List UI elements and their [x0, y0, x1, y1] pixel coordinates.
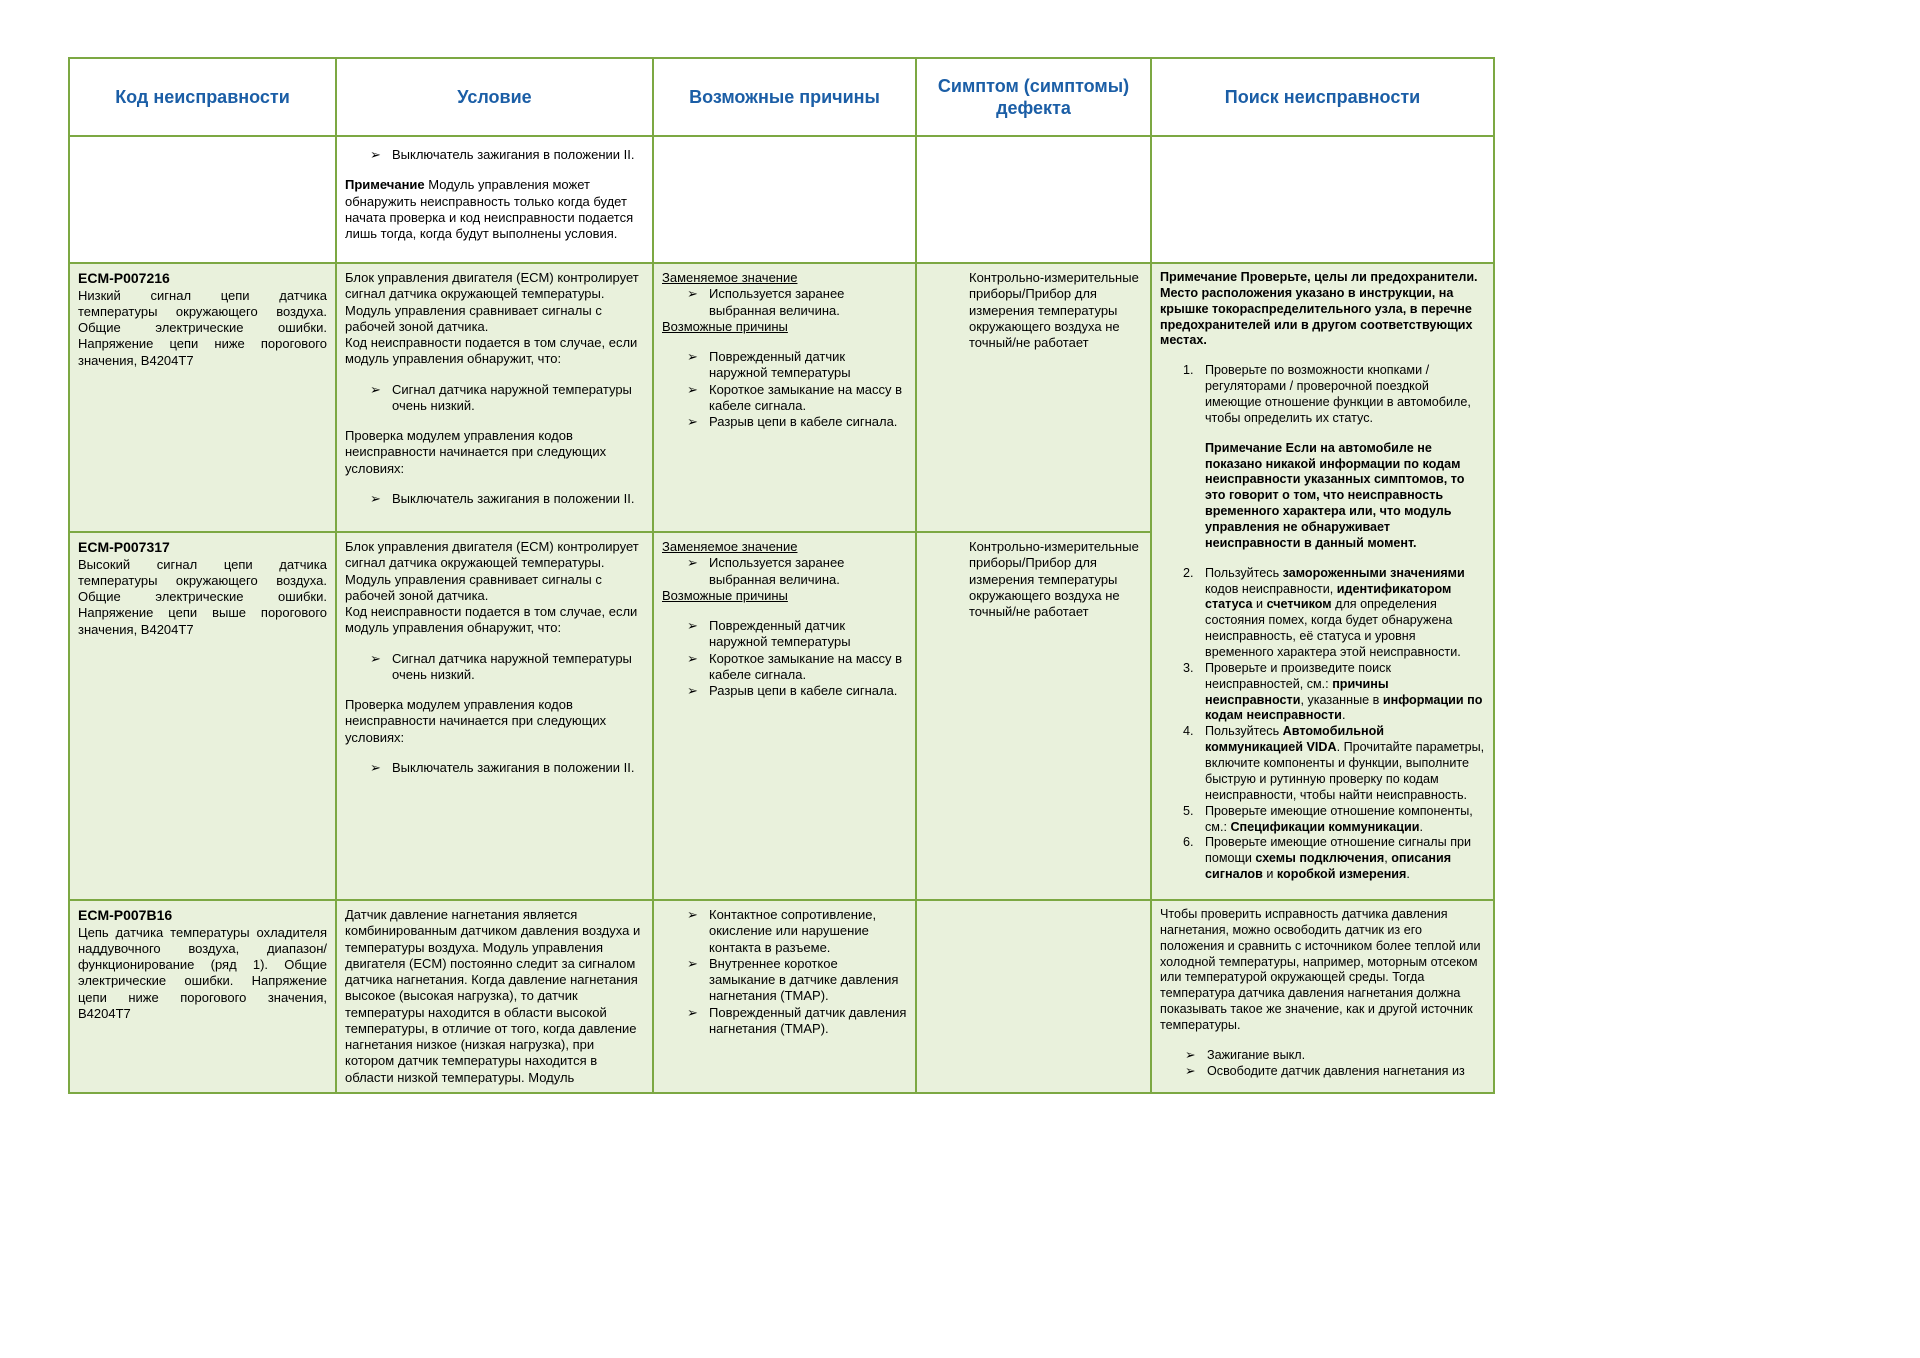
- spacer: [345, 637, 644, 651]
- text-run: Контактное сопротивление, окисление или нарушение контакта в разъеме.: [709, 907, 877, 955]
- text-run: Чтобы проверить исправность датчика давления нагнетания, можно освободить датчик из его положения и сравнить с источником более теплой или холодной температуры, например, моторным отсеком или температурой окружающей среды. Тогда температура датчика давления нагнетания должна показывать такое же значение, как и другой источник температуры.: [1160, 907, 1481, 1033]
- step-number: 2.: [1183, 565, 1194, 580]
- text-run: Выключатель зажигания в положении II.: [392, 759, 635, 775]
- text-run: Пользуйтесь: [1205, 724, 1283, 739]
- bold-text-run: Примечание Если на автомобиле не показано никакой информации по кодам неисправности указанных симптомов, то это говорит о том, что неисправность временного характера или, что модуль управления не обнаруживает неисправности в данный момент.: [1205, 440, 1465, 550]
- step-number: 6.: [1183, 835, 1194, 850]
- bold-text-run: Автомобильной коммуникацией VIDA: [1205, 724, 1385, 755]
- bold-text-run: замороженными значениями: [1282, 565, 1465, 580]
- bullet-text: [709, 618, 907, 651]
- step-body: [1205, 363, 1485, 565]
- bold-text-run: причины неисправности: [1205, 676, 1389, 707]
- arrow-bullet-icon: ➢: [687, 381, 698, 397]
- underlined-text-run: Возможные причины: [662, 318, 788, 334]
- text-run: Зажигание выкл.: [1207, 1047, 1306, 1062]
- step-body: [1205, 835, 1485, 883]
- text-run: Выключатель зажигания в положении II.: [392, 147, 635, 162]
- text-run: ,: [1384, 851, 1392, 866]
- text-run: Проверьте и произведите поиск неисправностей, см.:: [1205, 660, 1391, 691]
- paragraph: [969, 270, 1142, 351]
- text-run: Высокий сигнал цепи датчика температуры окружающего воздуха. Общие электрические ошибки. Напряжение цепи выше порогового значения, B4204T7: [78, 556, 327, 637]
- text-run: Контрольно-измерительные приборы/Прибор для измерения температуры окружающего воздуха не точный/не работает: [969, 539, 1139, 619]
- spacer: [345, 368, 644, 382]
- bullet-text: [709, 651, 907, 684]
- bullet-text: [709, 683, 907, 699]
- paragraph: [1205, 835, 1485, 883]
- spacer: [345, 477, 644, 491]
- text-run: Освободите датчик давления нагнетания из: [1207, 1063, 1465, 1078]
- bullet-item: [370, 651, 644, 684]
- step-body: [1205, 804, 1485, 836]
- text-run: и: [1262, 867, 1277, 882]
- bullet-item: [687, 956, 907, 1005]
- paragraph: [345, 428, 644, 477]
- bullet-item: [687, 907, 907, 956]
- text-run: , указанные в: [1300, 692, 1383, 707]
- paragraph: [1160, 907, 1485, 1034]
- paragraph: [78, 288, 327, 369]
- spacer: [662, 604, 907, 618]
- text-run: .: [1406, 867, 1410, 882]
- paragraph: [1205, 441, 1485, 552]
- numbered-step: [1160, 724, 1485, 803]
- bullet-text: [709, 349, 907, 382]
- fault-code-id: [78, 907, 327, 925]
- text-run: Короткое замыкание на массу в кабеле сигнала.: [709, 650, 903, 682]
- underlined-text-run: Заменяемое значение: [662, 539, 798, 554]
- cell-p007216-causes: [653, 263, 916, 532]
- bold-text-run: счетчиком: [1266, 597, 1332, 612]
- paragraph: [1205, 804, 1485, 836]
- text-run: Блок управления двигателя (ECM) контролирует сигнал датчика окружающей температуры. Модуль управления сравнивает сигналы с рабочей зоной датчика.: [345, 539, 639, 603]
- cell-continuation-condition: [336, 136, 653, 263]
- step-number: 1.: [1183, 363, 1194, 378]
- bold-text-run: коробкой измерения: [1276, 867, 1407, 882]
- spacer: [345, 414, 644, 428]
- spacer: [662, 335, 907, 349]
- paragraph: [662, 270, 907, 286]
- bullet-item: [687, 286, 907, 319]
- paragraph: [345, 335, 644, 368]
- arrow-bullet-icon: ➢: [687, 955, 698, 971]
- spacer: [345, 746, 644, 760]
- step-number: 5.: [1183, 803, 1194, 818]
- paragraph: [78, 925, 327, 1023]
- paragraph: [345, 539, 644, 604]
- text-run: Код неисправности подается в том случае, если модуль управления обнаружит, что:: [345, 604, 638, 636]
- text-run: Сигнал датчика наружной температуры очень низкий.: [392, 650, 632, 682]
- paragraph: [1205, 566, 1485, 661]
- bullet-text: [392, 147, 644, 163]
- cell-p007b16-fault-code: [69, 900, 336, 1093]
- bullet-text: [709, 286, 907, 319]
- spacer: [1205, 427, 1485, 441]
- arrow-bullet-icon: ➢: [370, 650, 381, 666]
- paragraph: [1205, 724, 1485, 803]
- paragraph: [345, 604, 644, 637]
- text-run: Проверьте имеющие отношение сигналы при помощи: [1205, 835, 1472, 866]
- paragraph: [1205, 363, 1485, 426]
- text-run: Короткое замыкание на массу в кабеле сигнала.: [709, 381, 903, 413]
- text-run: Блок управления двигателя (ECM) контролирует сигнал датчика окружающей температуры. Модуль управления сравнивает сигналы с рабочей зоной датчика.: [345, 270, 639, 334]
- arrow-bullet-icon: ➢: [687, 286, 698, 302]
- text-run: Пользуйтесь: [1205, 565, 1283, 580]
- bullet-item: [687, 349, 907, 382]
- text-run: Датчик давление нагнетания является комбинированным датчиком давления воздуха и температуры воздуха. Модуль управления двигателя (ECM) постоянно следит за сигналом датчика нагнетания. Когда давление нагнетания высокое (высокая нагрузка), то датчик температуры находится в области высокой температуры, в отличие от того, когда давление нагнетания низкое (низкая нагрузка), при котором датчик температуры находится в области низкой температуры. Модуль: [345, 907, 641, 1085]
- text-run: Поврежденный датчик наружной температуры: [709, 349, 851, 381]
- arrow-bullet-icon: ➢: [370, 381, 381, 397]
- numbered-step: [1160, 363, 1485, 565]
- bullet-item: [687, 1005, 907, 1038]
- cell-p007317-fault-code: [69, 532, 336, 900]
- bullet-item: [687, 555, 907, 588]
- arrow-bullet-icon: ➢: [687, 555, 698, 571]
- bullet-text: [392, 760, 644, 776]
- numbered-step: [1160, 566, 1485, 661]
- bullet-text: [392, 382, 644, 415]
- paragraph: [345, 907, 644, 1086]
- row-ecm-p007b16: [69, 900, 1494, 1093]
- bullet-text: [709, 555, 907, 588]
- cell-p007216-symptom: [916, 263, 1151, 532]
- row-ecm-p007216: [69, 263, 1494, 532]
- bullet-text: [709, 956, 907, 1005]
- cell-continuation-symptom: [916, 136, 1151, 263]
- cell-p007216-p007317-fault-tracing: [1151, 263, 1494, 900]
- text-run: для определения состояния помех, когда будет обнаружена неисправность, её статуса и уровня временного характера этой неисправности.: [1205, 597, 1461, 660]
- text-run: Разрыв цепи в кабеле сигнала.: [709, 414, 898, 429]
- paragraph: [78, 557, 327, 638]
- paragraph: [345, 177, 644, 242]
- bullet-text: [1207, 1048, 1485, 1064]
- cell-p007b16-fault-tracing: [1151, 900, 1494, 1093]
- arrow-bullet-icon: ➢: [1185, 1047, 1196, 1062]
- bullet-text: [709, 1005, 907, 1038]
- bullet-item: [370, 491, 644, 507]
- table-header-row: [69, 58, 1494, 136]
- arrow-bullet-icon: ➢: [687, 1004, 698, 1020]
- text-run: Модуль управления может обнаружить неисправность только когда будет начата проверка и код неисправности подается лишь тогда, когда будут выполнены условия.: [345, 177, 634, 241]
- text-run: Проверка модулем управления кодов неисправности начинается при следующих условиях:: [345, 428, 607, 476]
- spacer: [345, 683, 644, 697]
- cell-continuation-fault-tracing: [1151, 136, 1494, 263]
- bullet-item: [370, 760, 644, 776]
- arrow-bullet-icon: ➢: [687, 414, 698, 429]
- fault-code-id: [78, 270, 327, 288]
- bold-text-run: идентификатором статуса: [1205, 581, 1452, 612]
- bullet-item: [687, 382, 907, 415]
- fault-code-id: [78, 539, 327, 557]
- arrow-bullet-icon: ➢: [687, 907, 698, 922]
- arrow-bullet-icon: ➢: [687, 650, 698, 666]
- arrow-bullet-icon: ➢: [1185, 1063, 1196, 1078]
- arrow-bullet-icon: ➢: [370, 759, 381, 775]
- text-run: Проверьте по возможности кнопками / регуляторами / проверочной поездкой имеющие отношение функции в автомобиле, чтобы определить их статус.: [1205, 363, 1471, 425]
- bold-text-run: ECM-P007317: [78, 539, 170, 555]
- paragraph: [345, 697, 644, 746]
- bold-text-run: ECM-P007B16: [78, 907, 173, 923]
- text-run: Низкий сигнал цепи датчика температуры окружающего воздуха. Общие электрические ошибки. Напряжение цепи ниже порогового значения, B4204T7: [78, 287, 327, 368]
- numbered-step: [1160, 661, 1485, 724]
- underlined-text-run: Заменяемое значение: [662, 270, 798, 285]
- bullet-item: [370, 147, 644, 163]
- step-body: [1205, 566, 1485, 661]
- text-run: Контрольно-измерительные приборы/Прибор для измерения температуры окружающего воздуха не точный/не работает: [969, 270, 1139, 350]
- bullet-item: [370, 382, 644, 415]
- text-run: Проверьте имеющие отношение компоненты, см.:: [1205, 803, 1473, 834]
- row-continuation: [69, 136, 1494, 263]
- text-run: Сигнал датчика наружной температуры очень низкий.: [392, 381, 632, 413]
- step-body: [1205, 724, 1485, 803]
- fault-code-table: [68, 57, 1495, 1094]
- cell-continuation-fault-code: [69, 136, 336, 263]
- text-run: Поврежденный датчик наружной температуры: [709, 618, 851, 650]
- spacer: [1160, 1034, 1485, 1048]
- arrow-bullet-icon: ➢: [370, 490, 381, 506]
- spacer: [1160, 349, 1485, 363]
- text-run: .: [1419, 819, 1423, 834]
- bullet-item: [1185, 1048, 1485, 1064]
- bold-text-run: ECM-P007216: [78, 270, 170, 286]
- text-run: Проверка модулем управления кодов неисправности начинается при следующих условиях:: [345, 697, 607, 745]
- bullet-item: [687, 651, 907, 684]
- text-run: Выключатель зажигания в положении II.: [392, 490, 635, 506]
- bullet-text: [709, 382, 907, 415]
- arrow-bullet-icon: ➢: [687, 618, 698, 633]
- spacer: [345, 163, 644, 177]
- text-run: Код неисправности подается в том случае, если модуль управления обнаружит, что:: [345, 335, 638, 367]
- bullet-item: [687, 414, 907, 430]
- cell-p007317-condition: [336, 532, 653, 900]
- text-run: кодов неисправности,: [1205, 581, 1337, 596]
- paragraph: [1160, 270, 1485, 349]
- spacer: [1205, 552, 1485, 566]
- text-run: Используется заранее выбранная величина.: [709, 286, 845, 318]
- cell-p007b16-causes: [653, 900, 916, 1093]
- step-number: 3.: [1183, 660, 1194, 675]
- numbered-step: [1160, 835, 1485, 883]
- cell-p007216-fault-code: [69, 263, 336, 532]
- underlined-text-run: Возможные причины: [662, 587, 788, 603]
- paragraph: [345, 270, 644, 335]
- text-run: и: [1252, 597, 1267, 612]
- numbered-step: [1160, 804, 1485, 836]
- cell-continuation-causes: [653, 136, 916, 263]
- bullet-item: [687, 683, 907, 699]
- header-symptom: Симптом (симптомы) дефекта: [916, 58, 1151, 136]
- bold-text-run: информации по кодам неисправности: [1205, 692, 1483, 723]
- bullet-text: [1207, 1064, 1485, 1080]
- paragraph: [662, 319, 907, 335]
- header-possible-causes: Возможные причины: [653, 58, 916, 136]
- paragraph: [662, 588, 907, 604]
- paragraph: [969, 539, 1142, 620]
- bullet-text: [709, 414, 907, 430]
- bold-text-run: Примечание Проверьте, целы ли предохранители. Место расположения указано в инструкции, на крышке токораспределительного узла, в перечне предохранителей или в другом соответствующих местах.: [1160, 270, 1478, 348]
- text-run: Разрыв цепи в кабеле сигнала.: [709, 683, 898, 698]
- header-fault-code: Код неисправности: [69, 58, 336, 136]
- bold-text-run: схемы подключения: [1255, 851, 1385, 866]
- header-condition: Условие: [336, 58, 653, 136]
- arrow-bullet-icon: ➢: [687, 349, 698, 364]
- paragraph: [662, 539, 907, 555]
- step-number: 4.: [1183, 724, 1194, 739]
- step-body: [1205, 661, 1485, 724]
- bold-text-run: Спецификации коммуникации: [1230, 819, 1420, 834]
- text-run: Используется заранее выбранная величина.: [709, 555, 845, 587]
- bullet-item: [1185, 1064, 1485, 1080]
- text-run: . Прочитайте параметры, включите компоненты и функции, выполните быструю и рутинную проверку по кодам неисправности, чтобы найти неисправность.: [1205, 740, 1485, 802]
- text-run: .: [1341, 708, 1346, 723]
- cell-p007216-condition: [336, 263, 653, 532]
- text-run: Поврежденный датчик давления нагнетания (TMAP).: [709, 1004, 907, 1036]
- bold-text-run: Примечание: [345, 177, 425, 193]
- arrow-bullet-icon: ➢: [370, 147, 381, 162]
- cell-p007317-symptom: [916, 532, 1151, 900]
- paragraph: [1205, 661, 1485, 724]
- bullet-text: [392, 651, 644, 684]
- bold-text-run: описания сигналов: [1205, 851, 1452, 882]
- bullet-item: [687, 618, 907, 651]
- cell-p007b16-symptom: [916, 900, 1151, 1093]
- header-fault-tracing: Поиск неисправности: [1151, 58, 1494, 136]
- text-run: Цепь датчика температуры охладителя наддувочного воздуха, диапазон/функционирование (ряд 1). Общие электрические ошибки. Напряжение цепи ниже порогового значения, B4204T7: [78, 924, 327, 1021]
- bullet-text: [392, 491, 644, 507]
- cell-p007b16-condition: [336, 900, 653, 1093]
- arrow-bullet-icon: ➢: [687, 683, 698, 698]
- cell-p007317-causes: [653, 532, 916, 900]
- bullet-text: [709, 907, 907, 956]
- text-run: Внутреннее короткое замыкание в датчике давления нагнетания (TMAP).: [709, 955, 899, 1004]
